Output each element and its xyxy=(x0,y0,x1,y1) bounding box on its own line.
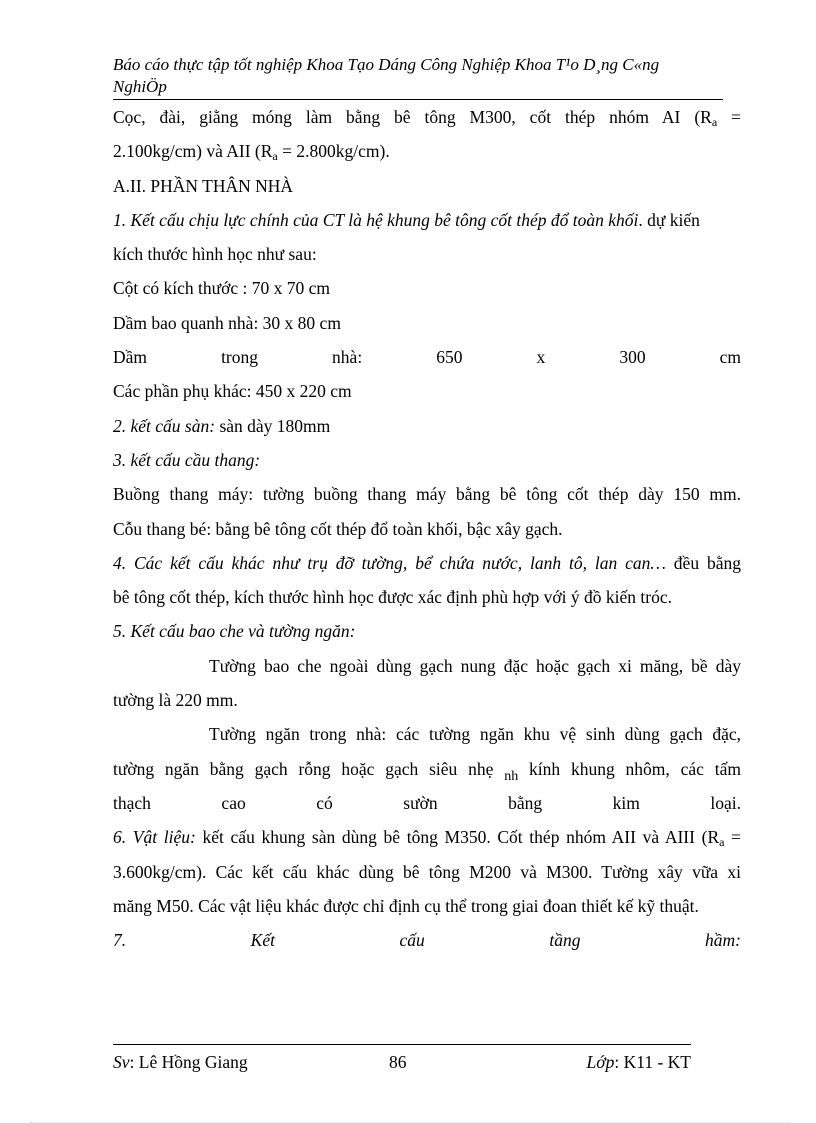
paragraph-line: bê tông cốt thép, kích thước hình học được xác định phù hợp với ý đồ kiến tróc. xyxy=(113,587,673,608)
paragraph-line: 6. Vật liệu: kết cấu khung sàn dùng bê tông M350. Cốt thép nhóm AII và AIII ($R_a$ = xyxy=(113,827,741,850)
header-line-1: Báo cáo thực tập tốt nghiệp Khoa Tạo Dáng Công Nghiệp Khoa T¹o D¸ng C«ng xyxy=(113,55,660,74)
paragraph-line: Tường bao che ngoài dùng gạch nung đặc hoặc gạch xi măng, bề dày xyxy=(209,655,741,676)
paragraph-line: kích thước hình học như sau: xyxy=(113,244,317,265)
subheading: 3. kết cấu cầu thang: xyxy=(113,449,261,470)
paragraph-line: Cỗu thang bé: bằng bê tông cốt thép đổ toàn khối, bậc xây gạch. xyxy=(113,518,563,539)
paragraph-line: măng M50. Các vật liệu khác được chỉ định cụ thể trong giai đoan thiết kế kỹ thuật. xyxy=(113,895,699,916)
page-number: 86 xyxy=(389,1052,407,1072)
page-header xyxy=(113,54,723,100)
paragraph-line: Dầm bao quanh nhà: 30 x 80 cm xyxy=(113,312,341,333)
footer-divider xyxy=(113,1044,691,1045)
paragraph-line: Cọc, đài, giằng móng làm bằng bê tông M300, cốt thép nhóm AI ($R_a$ = xyxy=(113,107,741,129)
paragraph-line: Dầm trong nhà: 650 x 300 cm xyxy=(113,347,741,368)
paragraph-line: 2. kết cấu sàn: sàn dày 180mm xyxy=(113,415,331,436)
paragraph-line: 1. Kết cấu chịu lực chính của CT là hệ khung bê tông cốt thép đổ toàn khối. dự kiến xyxy=(113,209,700,230)
section-heading: A.II. PHẦN THÂN NHÀ xyxy=(113,175,294,196)
paragraph-line: 2.100kg/cm) và AII $(R_a = 2.800kg/cm)$. xyxy=(113,141,390,164)
paragraph-line: Tường ngăn trong nhà: các tường ngăn khu vệ sinh dùng gạch đặc, xyxy=(209,724,741,745)
paragraph-line: tường ngăn bằng gạch rỗng hoặc gạch siêu nhẹ $_{nh}$ kính khung nhôm, các tấm xyxy=(113,758,741,784)
header-line-2: NghiÖp xyxy=(113,77,167,96)
subheading: 7. Kết cấu tầng hầm: xyxy=(113,930,741,951)
paragraph-line: Các phần phụ khác: 450 x 220 cm xyxy=(113,381,352,402)
page-footer xyxy=(113,1049,691,1075)
paragraph-line: Cột có kích thước : 70 x 70 cm xyxy=(113,278,331,299)
paragraph-line: tường là 220 mm. xyxy=(113,690,238,711)
student-name: Sv: Lê Hồng Giang xyxy=(113,1052,248,1072)
paragraph-line: thạch cao có sườn bằng kim loại. xyxy=(113,792,741,813)
paragraph-line: 4. Các kết cấu khác như trụ đỡ tường, bể chứa nước, lanh tô, lan can… đều bằng xyxy=(113,552,741,573)
paragraph-line: 3.600kg/cm). Các kết cấu khác dùng bê tông M200 và M300. Tường xây vữa xi xyxy=(113,861,741,882)
document-body xyxy=(113,100,741,957)
class-label: Lớp: K11 - KT xyxy=(586,1052,691,1072)
paragraph-line: Buồng thang máy: tường buồng thang máy bằng bê tông cốt thép dày 150 mm. xyxy=(113,484,741,505)
subheading: 5. Kết cấu bao che và tường ngăn: xyxy=(113,621,356,642)
